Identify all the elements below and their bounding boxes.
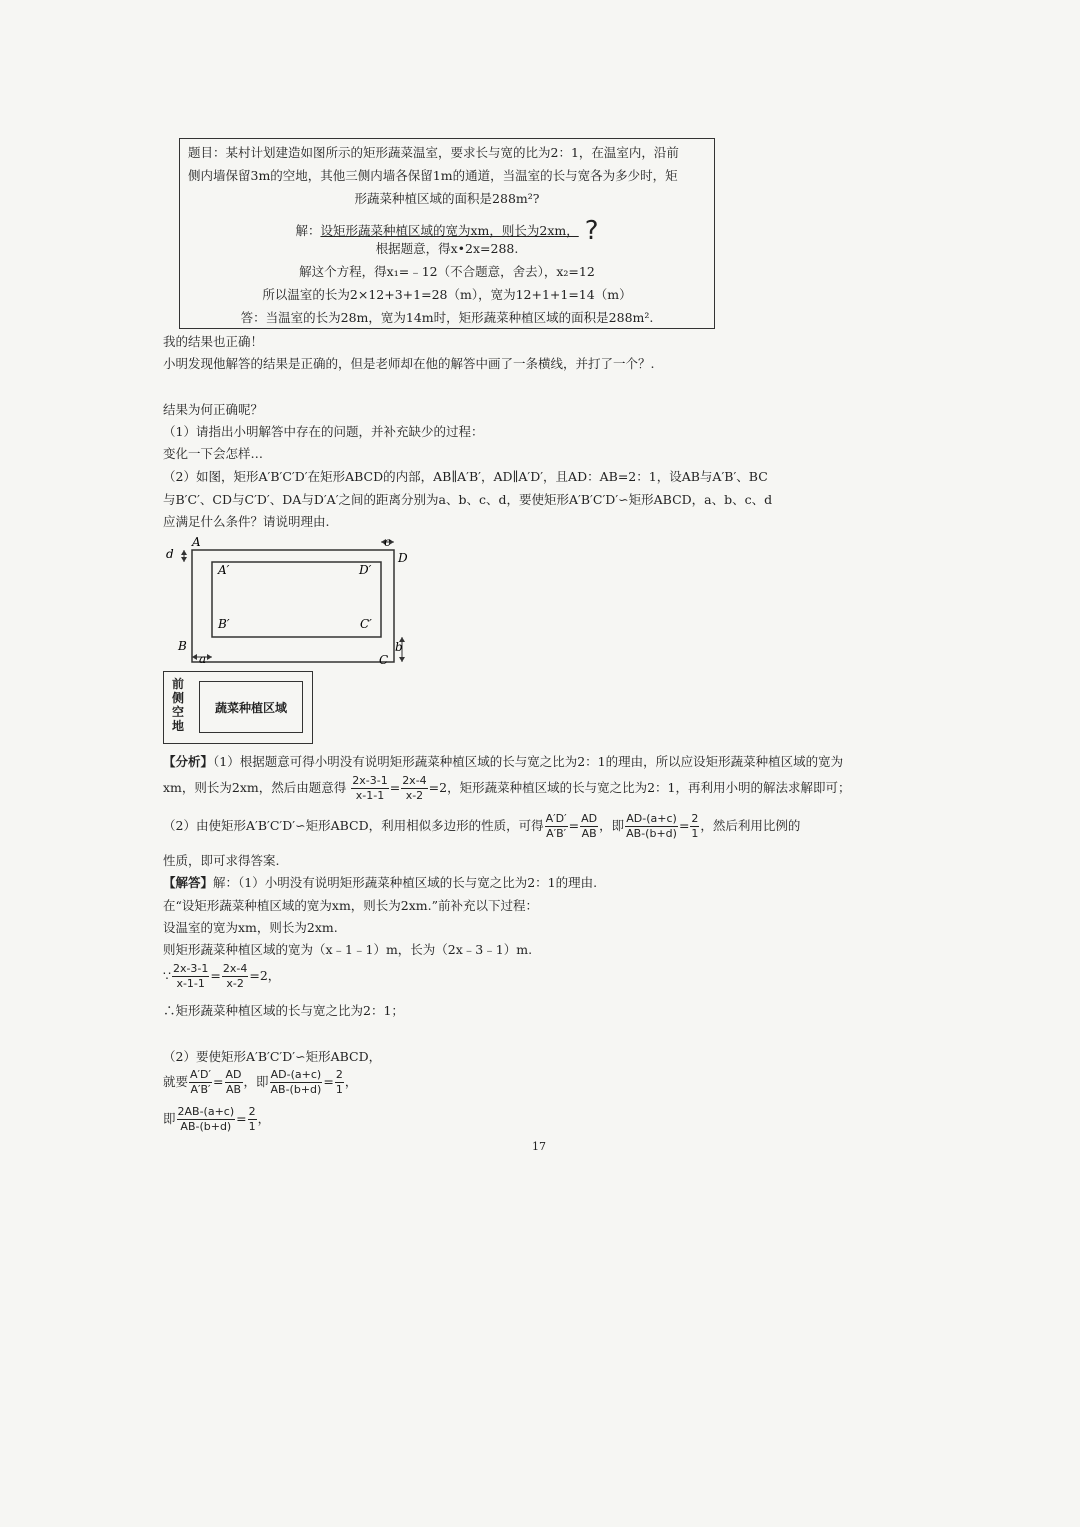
numerator: 2 bbox=[248, 1105, 256, 1118]
a-arrow-right bbox=[207, 654, 212, 660]
fraction bbox=[335, 1068, 344, 1097]
numerator: 2x-3-1 bbox=[352, 774, 388, 787]
fraction bbox=[580, 812, 598, 841]
solution-line-2: 根据题意，得x•2x=288. bbox=[375, 241, 519, 256]
para-1: 我的结果也正确！ bbox=[163, 334, 264, 349]
analysis-line-1 bbox=[163, 752, 843, 770]
solution-line-4: 所以温室的长为2×12+3+1=28（m），宽为12+1+1=14（m） bbox=[262, 287, 632, 302]
fraction bbox=[545, 812, 568, 841]
fraction bbox=[248, 1105, 257, 1134]
label-A-prime: A′ bbox=[218, 563, 230, 577]
fraction bbox=[225, 1068, 243, 1097]
answer-line-4: 则矩形蔬菜种植区域的宽为（x﹣1﹣1）m，长为（2x﹣3﹣1）m. bbox=[163, 942, 533, 957]
fraction bbox=[172, 962, 209, 991]
denominator: AB-(b+d) bbox=[626, 827, 677, 840]
rectangle-figure bbox=[160, 532, 420, 668]
numerator: A′D′ bbox=[545, 812, 567, 825]
analysis-tag: 【分析】 bbox=[163, 754, 214, 769]
analysis-text-3a: （2）由使矩形A′B′C′D′∽矩形ABCD，利用相似多边形的性质，可得 bbox=[163, 818, 544, 833]
para-2: 小明发现他解答的结果是正确的，但是老师却在他的解答中画了一条横线，并打了一个？. bbox=[163, 356, 655, 371]
page-number: 17 bbox=[532, 1140, 546, 1153]
fraction bbox=[270, 1068, 323, 1097]
fraction bbox=[401, 774, 427, 803]
answer-text-8mid: ，即 bbox=[243, 1074, 269, 1089]
denominator: A′B′ bbox=[190, 1083, 211, 1096]
planting-area-label: 蔬菜种植区域 bbox=[199, 681, 303, 733]
fraction bbox=[189, 1068, 212, 1097]
answer-line-8: 就要 $\frac{A'D'}{A'B'}$ = $\frac{AD}{AB}$ ，即 $\frac{AD-(a+c)}{AB-(b+d)}$ = $\frac{2}{1}$ ， bbox=[163, 1068, 358, 1096]
fraction bbox=[351, 774, 388, 803]
answer-line-7: （2）要使矩形A′B′C′D′∽矩形ABCD， bbox=[163, 1049, 382, 1064]
solution-prefix: 解： bbox=[295, 223, 321, 238]
analysis-text-2a: xm，则长为2xm，然后由题意得 bbox=[163, 780, 347, 795]
para-5: 变化一下会怎样… bbox=[163, 446, 264, 461]
analysis-text-1: （1）根据题意可得小明没有说明矩形蔬菜种植区域的长与宽之比为2：1的理由，所以应设矩形蔬菜种植区域的宽为 bbox=[213, 754, 844, 769]
numerator: 2 bbox=[691, 812, 699, 825]
numerator: 2 bbox=[335, 1068, 343, 1081]
denominator: AB bbox=[581, 827, 597, 840]
answer-text-9a: 即 bbox=[163, 1111, 176, 1126]
fraction bbox=[690, 812, 699, 841]
underlined-solution: 设矩形蔬菜种植区域的宽为xm，则长为2xm， bbox=[320, 223, 579, 238]
fraction bbox=[177, 1105, 236, 1134]
analysis-line-4: 性质，即可求得答案. bbox=[163, 853, 280, 868]
label-D: D bbox=[398, 551, 408, 565]
solution-answer: 答：当温室的长为28m，宽为14m时，矩形蔬菜种植区域的面积是288m². bbox=[240, 310, 654, 325]
numerator: 2AB-(a+c) bbox=[177, 1105, 235, 1118]
numerator: AD-(a+c) bbox=[626, 812, 677, 825]
problem-line-2: 侧内墙保留3m的空地，其他三侧内墙各保留1m的通道，当温室的长与宽各为多少时，矩 bbox=[188, 168, 678, 183]
denominator: A′B′ bbox=[546, 827, 567, 840]
numerator: AD bbox=[225, 1068, 242, 1081]
answer-text-8tail: ， bbox=[344, 1074, 358, 1089]
denominator: AB bbox=[225, 1083, 242, 1096]
answer-text-8a: 就要 bbox=[163, 1074, 189, 1089]
denominator: x-2 bbox=[226, 977, 244, 990]
problem-line-3: 形蔬菜种植区域的面积是288m²? bbox=[354, 191, 540, 206]
solution-line-3: 解这个方程，得x₁=﹣12（不合题意，舍去），x₂=12 bbox=[299, 264, 595, 279]
denominator: x-1-1 bbox=[176, 977, 205, 990]
denominator: 1 bbox=[335, 1083, 343, 1096]
analysis-text-3b: ，然后利用比例的 bbox=[700, 818, 801, 833]
fraction bbox=[625, 812, 678, 841]
analysis-text-2b: =2，矩形蔬菜种植区域的长与宽之比为2：1，再利用小明的解法求解即可； bbox=[428, 780, 851, 795]
analysis-line-2: xm，则长为2xm，然后由题意得 $\frac{2x-3-1}{x-1-1}$ = $\frac{2x-4}{x-2}$ =2，矩形蔬菜种植区域的长与宽之比为2：1，再利用小明的解法求解即可； bbox=[163, 774, 851, 802]
label-C-prime: C′ bbox=[360, 617, 372, 631]
answer-line-6: ∴矩形蔬菜种植区域的长与宽之比为2：1； bbox=[163, 1003, 404, 1018]
label-d: d bbox=[166, 547, 174, 561]
label-B-prime: B′ bbox=[218, 617, 230, 631]
numerator: A′D′ bbox=[190, 1068, 212, 1081]
denominator: x-1-1 bbox=[355, 789, 385, 802]
analysis-text-3mid: ，即 bbox=[599, 818, 625, 833]
answer-line-1 bbox=[163, 873, 597, 891]
front-space-label: 前侧空地 bbox=[171, 677, 184, 733]
fraction bbox=[222, 962, 248, 991]
answer-text-5tail: =2， bbox=[249, 968, 281, 983]
para-3: 结果为何正确呢？ bbox=[163, 402, 264, 417]
label-a: a bbox=[199, 652, 207, 666]
denominator: 1 bbox=[248, 1120, 256, 1133]
answer-text-1: 解：（1）小明没有说明矩形蔬菜种植区域的长与宽之比为2：1的理由. bbox=[213, 875, 598, 890]
para-8: 应满足什么条件？请说明理由. bbox=[163, 514, 330, 529]
answer-line-2: 在“设矩形蔬菜种植区域的宽为xm，则长为2xm.”前补充以下过程： bbox=[163, 898, 539, 913]
label-D-prime: D′ bbox=[359, 563, 372, 577]
numerator: AD-(a+c) bbox=[270, 1068, 322, 1081]
solution-line-1 bbox=[180, 212, 714, 246]
question-mark: ? bbox=[584, 216, 599, 246]
numerator: AD bbox=[581, 812, 598, 825]
denominator: 1 bbox=[691, 827, 699, 840]
analysis-line-3: （2）由使矩形A′B′C′D′∽矩形ABCD，利用相似多边形的性质，可得 $\frac{A'D'}{A'B'}$ = $\frac{AD}{AB}$ ，即 $\frac{AD-(a+c)}{AB-(b+d)}$ = $\frac{2}{1}$ ，然后利用比例的 bbox=[163, 812, 801, 840]
answer-tag: 【解答】 bbox=[163, 875, 214, 890]
para-7: 与B′C′、CD与C′D′、DA与D′A′之间的距离分别为a、b、c、d，要使矩形A′B′C′D′∽矩形ABCD，a、b、c、d bbox=[163, 492, 773, 507]
label-C: C bbox=[379, 653, 389, 667]
answer-line-3: 设温室的宽为xm，则长为2xm. bbox=[163, 920, 338, 935]
problem-box bbox=[179, 138, 715, 329]
label-A: A bbox=[192, 535, 201, 549]
because-symbol: ∵ bbox=[163, 968, 171, 983]
numerator: 2x-4 bbox=[402, 774, 427, 787]
label-B: B bbox=[178, 639, 187, 653]
answer-text-9tail: ， bbox=[257, 1111, 271, 1126]
label-c: c bbox=[384, 535, 391, 549]
denominator: AB-(b+d) bbox=[180, 1120, 232, 1133]
para-4: （1）请指出小明解答中存在的问题，并补充缺少的过程： bbox=[163, 424, 484, 439]
d-arrow-up bbox=[181, 550, 187, 555]
label-b: b bbox=[395, 640, 403, 654]
answer-line-9: 即 $\frac{2AB-(a+c)}{AB-(b+d)}$ = $\frac{2}{1}$ ， bbox=[163, 1105, 271, 1133]
numerator: 2x-3-1 bbox=[172, 962, 209, 975]
para-6: （2）如图，矩形A′B′C′D′在矩形ABCD的内部，AB∥A′B′，AD∥A′D′，且AD：AB=2：1，设AB与A′B′、BC bbox=[163, 469, 768, 484]
numerator: 2x-4 bbox=[222, 962, 248, 975]
b-arrow-down bbox=[399, 657, 405, 662]
answer-line-5: ∵ $\frac{2x-3-1}{x-1-1}$ = $\frac{2x-4}{x-2}$ =2， bbox=[163, 962, 281, 990]
d-arrow-down bbox=[181, 557, 187, 562]
problem-line-1: 题目：某村计划建造如图所示的矩形蔬菜温室，要求长与宽的比为2：1，在温室内，沿前 bbox=[188, 145, 679, 160]
denominator: AB-(b+d) bbox=[270, 1083, 322, 1096]
denominator: x-2 bbox=[405, 789, 424, 802]
inner-rectangle bbox=[212, 562, 381, 637]
greenhouse-figure bbox=[163, 671, 313, 744]
